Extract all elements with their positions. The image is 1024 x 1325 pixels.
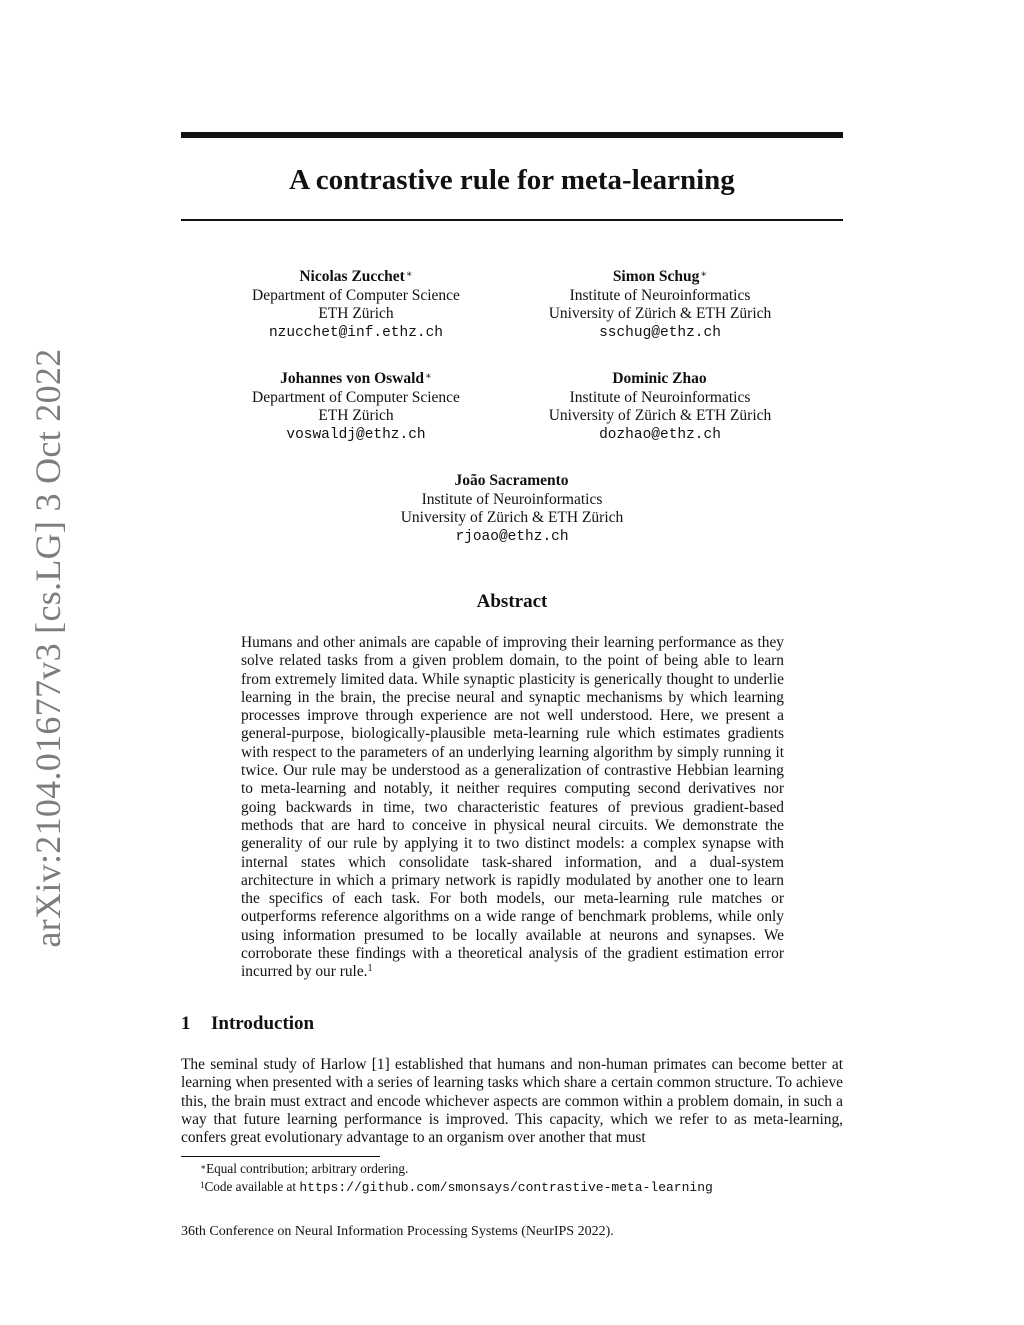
footnotes — [200, 1160, 840, 1197]
author-block-1 — [206, 268, 506, 342]
author-block-4 — [510, 370, 810, 444]
author-email[interactable]: sschug@ethz.ch — [599, 324, 721, 341]
footnote-rule — [181, 1156, 380, 1157]
author-affiliation: Institute of Neuroinformatics — [569, 388, 751, 406]
author-email[interactable]: dozhao@ethz.ch — [599, 426, 721, 443]
author-email[interactable]: nzucchet@inf.ethz.ch — [268, 324, 444, 341]
author-block-3 — [206, 370, 506, 444]
conference-note: 36th Conference on Neural Information Processing Systems (NeurIPS 2022). — [181, 1224, 614, 1239]
author-affiliation: University of Zürich & ETH Zürich — [548, 305, 772, 322]
abstract-footnote-mark: 1 — [367, 963, 373, 975]
author-email[interactable]: voswaldj@ethz.ch — [286, 426, 426, 443]
author-affiliation: Institute of Neuroinformatics — [421, 490, 603, 508]
abstract-heading: Abstract — [476, 591, 548, 612]
author-affiliation: ETH Zürich — [318, 407, 394, 424]
introduction-body: The seminal study of Harlow [1] established that humans and non-human primates can become better at learning when presented with a series of learning tasks which share a certain common structure. To achieve this, the brain must extract and encode whichever aspects are common within a problem domain, in such a way that future learning performance is improved. This capacity, which we refer to as meta-learning, confers great evolutionary advantage to an organism over another that must — [181, 1056, 843, 1147]
author-affiliation: Institute of Neuroinformatics — [569, 286, 751, 304]
author-block-2 — [510, 268, 810, 342]
title-bottom-rule — [181, 219, 843, 221]
author-name: Johannes von Oswald∗ — [280, 370, 432, 387]
abstract-text: Humans and other animals are capable of improving their learning performance as they solve related tasks from a given problem domain, to the point of being able to learn from extremely limited data. While synaptic plasticity is generically thought to underlie learning in the brain, the precise neural and synaptic mechanisms by which learning processes improve through experience are not well understood. Here, we present a general-purpose, biologically-plausible meta-learning rule which estimates gradients with respect to the parameters of an underlying learning algorithm by simply running it twice. Our rule may be understood as a generalization of contrastive Hebbian learning to meta-learning and notably, it neither requires computing second derivatives nor going backwards in time, two characteristic features of previous gradient-based methods that are hard to conceive in physical neural circuits. We demonstrate the generality of our rule by applying it to two distinct models: a complex synapse with internal states which consolidate task-shared information, and a dual-system architecture in which a primary network is rapidly modulated by another one to learn the specifics of each task. For both models, our meta-learning rule matches or outperforms reference algorithms on a wide range of benchmark problems, while only using information presumed to be locally available at neurons and synapses. We corroborate these findings with a theoretical analysis of the gradient estimation error incurred by our rule. — [241, 634, 784, 981]
author-name: Nicolas Zucchet∗ — [299, 268, 413, 285]
footnote-2: $^1$Code available at https://github.com/smonsays/contrastive-meta-learning — [200, 1179, 713, 1195]
section-heading — [181, 1013, 314, 1035]
author-affiliation: Department of Computer Science — [252, 388, 460, 406]
title-top-rule — [181, 132, 843, 138]
author-email[interactable]: rjoao@ethz.ch — [455, 528, 569, 545]
author-affiliation: University of Zürich & ETH Zürich — [548, 407, 772, 424]
section-number: 1 — [181, 1013, 191, 1034]
paper-title: A contrastive rule for meta-learning — [289, 164, 735, 196]
author-affiliation: Department of Computer Science — [252, 286, 460, 304]
author-name: João Sacramento — [454, 472, 569, 489]
section-title: Introduction — [211, 1013, 315, 1034]
author-block-5 — [362, 472, 662, 546]
author-affiliation: ETH Zürich — [318, 305, 394, 322]
code-repository-link[interactable]: https://github.com/smonsays/contrastive-meta-learning — [299, 1180, 713, 1195]
author-name: Simon Schug∗ — [612, 268, 708, 285]
arxiv-stamp: arXiv:2104.01677v3 [cs.LG] 3 Oct 2022 — [28, 348, 68, 948]
author-affiliation: University of Zürich & ETH Zürich — [400, 509, 624, 526]
author-name: Dominic Zhao — [612, 370, 707, 387]
abstract-body — [241, 634, 784, 982]
footnote-1: ∗Equal contribution; arbitrary ordering. — [200, 1161, 409, 1176]
